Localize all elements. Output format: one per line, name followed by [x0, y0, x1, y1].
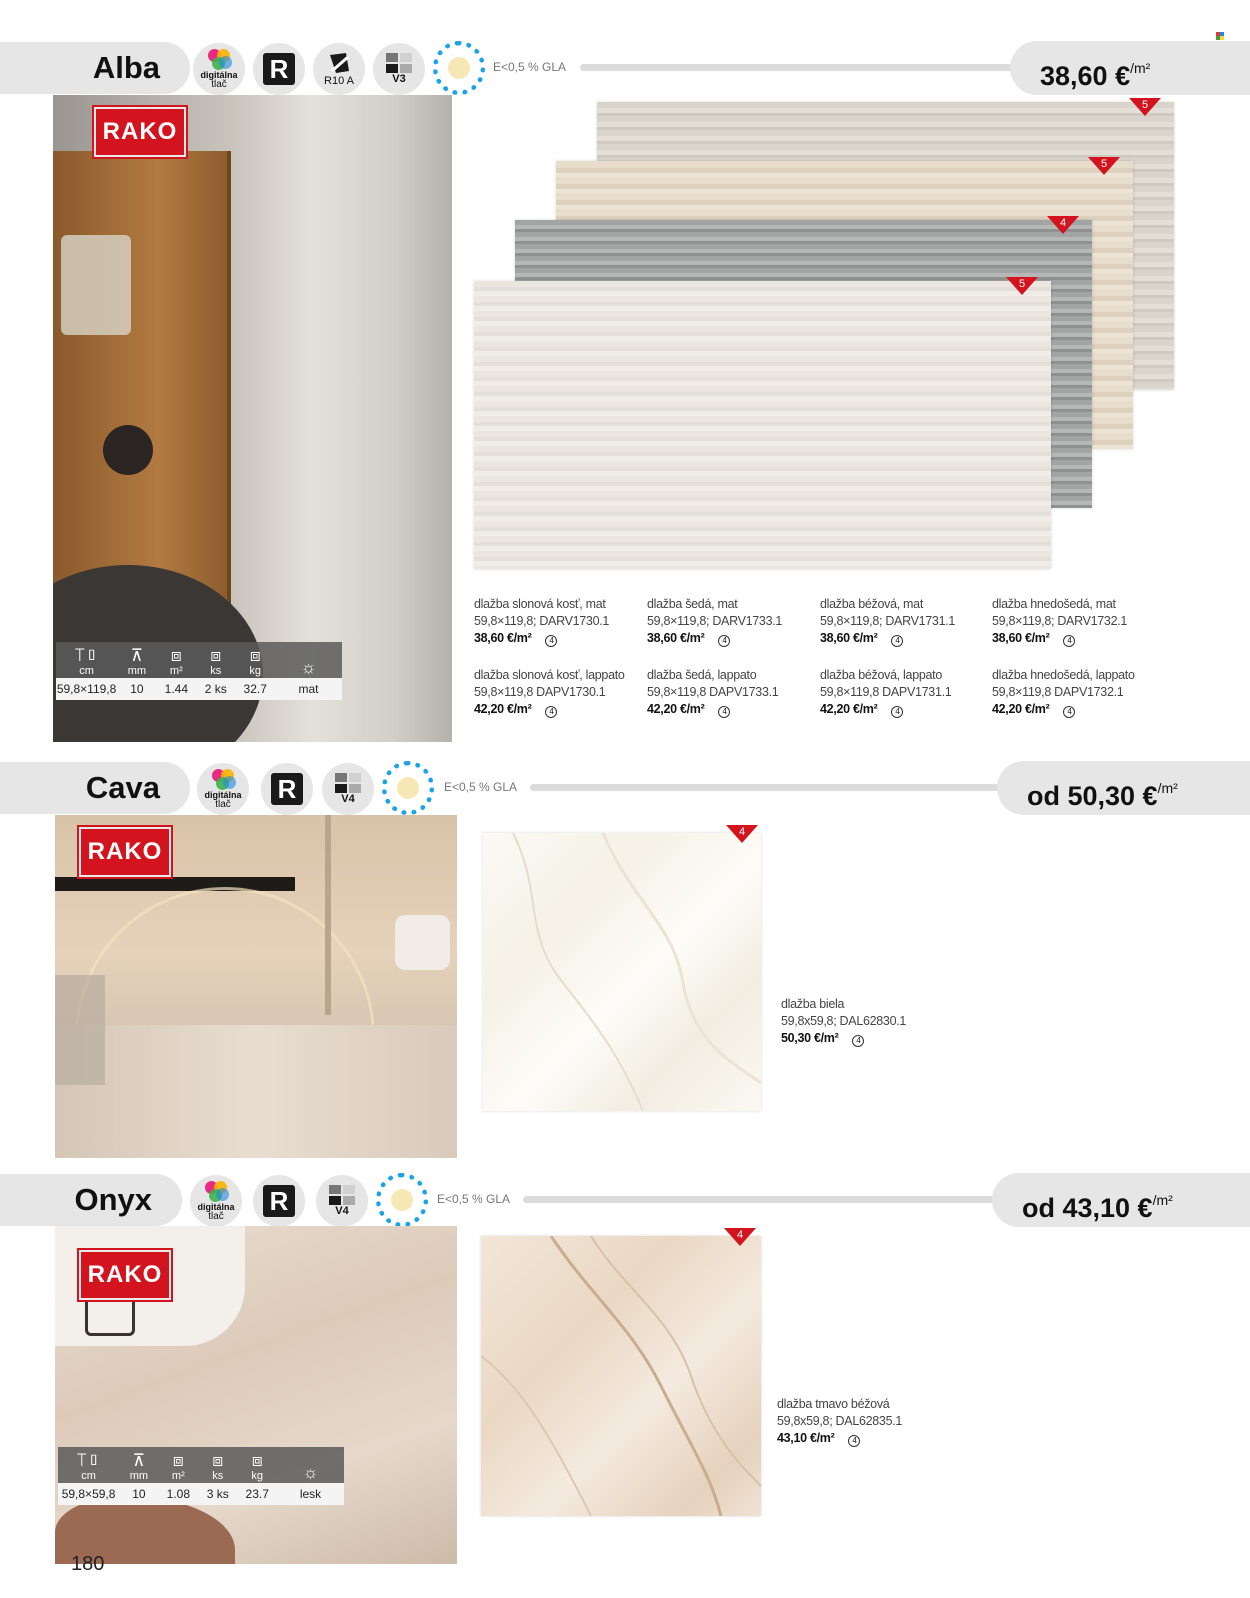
onyx-price: od 43,10 €$^{/m^2}$	[992, 1173, 1250, 1227]
area-icon: ⧈ m²	[169, 646, 183, 677]
size-icon: ⟙▯ cm	[76, 1451, 101, 1482]
thickness-icon: ⊼ mm	[129, 1451, 149, 1482]
eco-icon: 4	[545, 635, 557, 647]
cava-header	[0, 762, 1250, 814]
size-icon: ⟙▯ cm	[74, 646, 99, 677]
tile-badge: 5	[1088, 157, 1120, 175]
print-mark-icon	[1216, 32, 1224, 40]
product-item: dlažba béžová, mat 59,8×119,8; DARV1731.1 38,60 €/m² 4	[820, 597, 956, 645]
gla-label: E<0,5 % GLA	[493, 60, 567, 74]
tile-badge: 5	[1129, 98, 1161, 116]
area-icon: ⧈ m²	[171, 1451, 185, 1482]
frost-resistant-icon	[433, 41, 485, 95]
pieces-icon: ⧈ ks	[212, 1451, 224, 1482]
product-item: dlažba šedá, lappato 59,8×119,8 DAPV1733.1 42,20 €/m² 4	[647, 668, 779, 716]
eco-icon: 4	[852, 1035, 864, 1047]
gla-label: E<0,5 % GLA	[437, 1192, 511, 1206]
product-item: dlažba tmavo béžová 59,8x59,8; DAL62835.1 43,10 €/m² 4	[777, 1397, 903, 1445]
digital-print-icon: digitálna tlač	[197, 763, 249, 815]
gla-line	[530, 784, 1010, 791]
finish-icon: ☼	[300, 658, 317, 677]
eco-icon: 4	[891, 706, 903, 718]
cava-title: Cava	[0, 762, 190, 814]
frost-resistant-icon	[382, 761, 434, 815]
eco-icon: 4	[848, 1435, 860, 1447]
product-item: dlažba hnedošedá, mat 59,8×119,8; DARV1732.1 38,60 €/m² 4	[992, 597, 1128, 645]
digital-print-icon: digitálna tlač	[193, 43, 245, 95]
page-number: 180	[71, 1553, 105, 1575]
cava-bathroom-photo	[55, 815, 457, 1158]
rako-logo: RAKO	[94, 107, 186, 157]
rako-logo: RAKO	[79, 1250, 171, 1300]
eco-icon: 4	[718, 635, 730, 647]
product-item: dlažba béžová, lappato 59,8×119,8 DAPV1731.1 42,20 €/m² 4	[820, 668, 952, 716]
tile-biela	[483, 833, 761, 1111]
product-item: dlažba biela 59,8x59,8; DAL62830.1 50,30 €/m² 4	[781, 997, 907, 1045]
frost-resistant-icon	[376, 1173, 428, 1227]
gla-label: E<0,5 % GLA	[444, 780, 518, 794]
shade-variation-icon: V4	[316, 1175, 368, 1227]
tile-slonova-kost	[474, 281, 1051, 569]
eco-icon: 4	[1063, 635, 1075, 647]
tile-badge: 4	[724, 1228, 756, 1246]
onyx-room-photo	[55, 1226, 457, 1564]
digital-print-icon: digitálna tlač	[190, 1175, 242, 1227]
onyx-spec-table: ⟙▯ cm ⊼ mm ⧈ m² ⧈ ks ⧈ kg ☼ 59,8×59,8 10 1.08 3 ks 23.7 lesk	[58, 1447, 344, 1505]
finish-icon: ☼	[302, 1463, 319, 1482]
tile-badge: 4	[726, 825, 758, 843]
alba-price: 38,60 €$^{/m^2}$	[1010, 41, 1250, 95]
alba-header	[0, 42, 1250, 94]
tile-badge: 5	[1006, 277, 1038, 295]
cava-price: od 50,30 €$^{/m^2}$	[997, 761, 1250, 815]
alba-title: Alba	[0, 42, 190, 94]
eco-icon: 4	[1063, 706, 1075, 718]
rectified-icon: R	[261, 763, 313, 815]
product-item: dlažba slonová kosť, mat 59,8×119,8; DARV1730.1 38,60 €/m² 4	[474, 597, 610, 645]
eco-icon: 4	[891, 635, 903, 647]
onyx-header	[0, 1174, 1250, 1226]
product-item: dlažba slonová kosť, lappato 59,8×119,8 DAPV1730.1 42,20 €/m² 4	[474, 668, 625, 716]
pieces-icon: ⧈ ks	[210, 646, 222, 677]
gla-line	[580, 64, 1020, 71]
rako-logo: RAKO	[79, 827, 171, 877]
onyx-title: Onyx	[0, 1174, 182, 1226]
thickness-icon: ⊼ mm	[127, 646, 147, 677]
product-item: dlažba hnedošedá, lappato 59,8×119,8 DAPV1732.1 42,20 €/m² 4	[992, 668, 1135, 716]
eco-icon: 4	[718, 706, 730, 718]
eco-icon: 4	[545, 706, 557, 718]
slip-resistance-icon: R10 A	[313, 43, 365, 95]
weight-icon: ⧈ kg	[249, 646, 262, 677]
shade-variation-icon: V4	[322, 763, 374, 815]
rectified-icon: R	[253, 43, 305, 95]
product-item: dlažba šedá, mat 59,8×119,8; DARV1733.1 38,60 €/m² 4	[647, 597, 783, 645]
rectified-icon: R	[253, 1175, 305, 1227]
weight-icon: ⧈ kg	[251, 1451, 264, 1482]
gla-line	[523, 1196, 1003, 1203]
tile-tmavo-bezova	[481, 1236, 761, 1516]
shade-variation-icon: V3	[373, 43, 425, 95]
alba-spec-table: ⟙▯ cm ⊼ mm ⧈ m² ⧈ ks ⧈ kg ☼ 59,8×119,8 10 1.44 2 ks 32.7 mat	[56, 642, 342, 700]
tile-badge: 4	[1047, 216, 1079, 234]
